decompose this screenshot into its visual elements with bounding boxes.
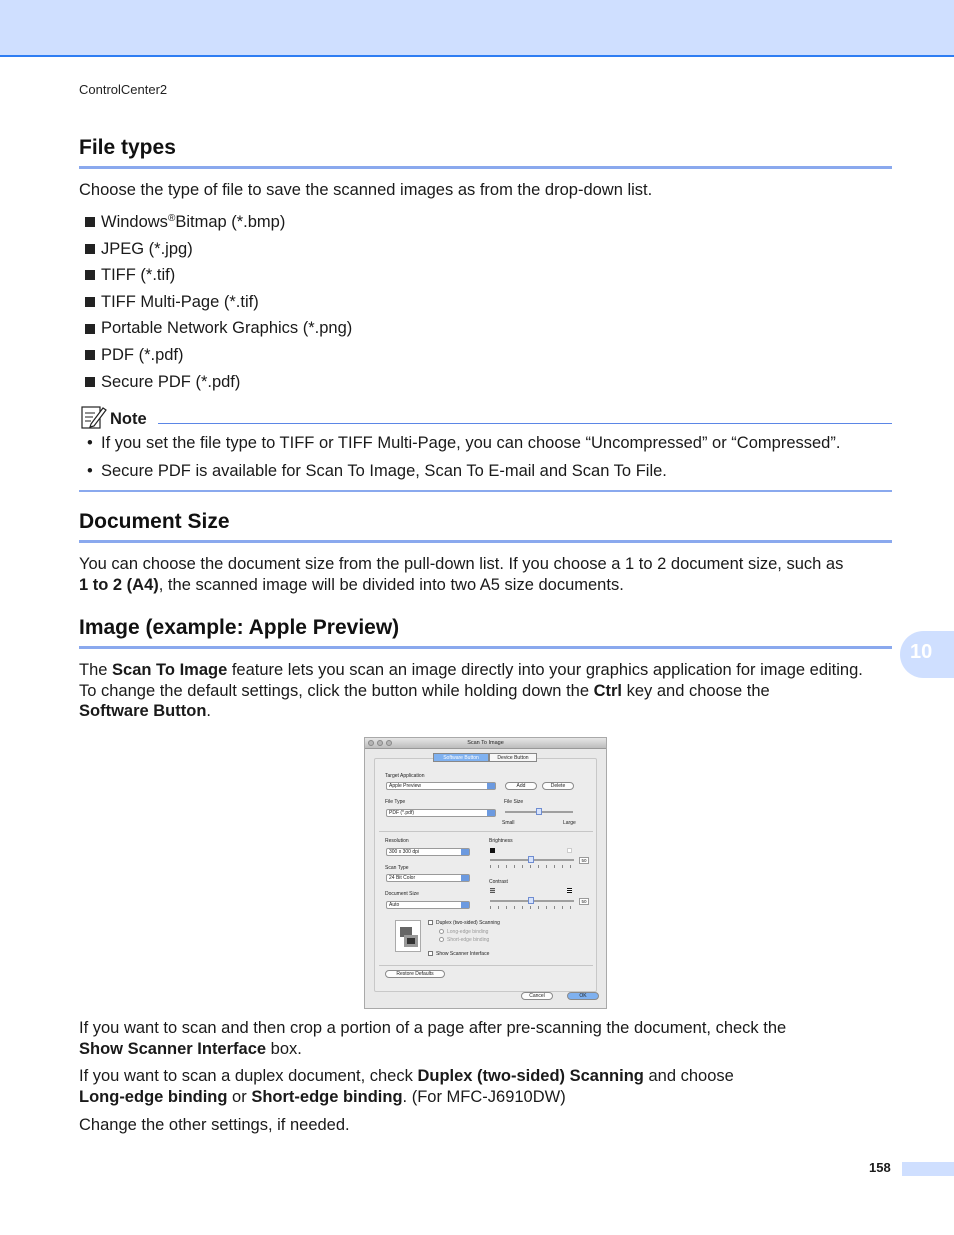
list-item: Secure PDF (*.pdf) <box>85 369 352 396</box>
note-item: • Secure PDF is available for Scan To Image, Scan To E-mail and Scan To File. <box>87 462 667 480</box>
list-item: TIFF (*.tif) <box>85 262 352 289</box>
image-paragraph: The Scan To Image feature lets you scan an image directly into your graphics application for image editing. To change the default settings, click the button while holding down the Ctrl key and choose the Software Button. <box>79 661 863 720</box>
bullet-square-icon <box>85 217 95 227</box>
list-item: PDF (*.pdf) <box>85 342 352 369</box>
document-preview-icon <box>395 920 421 952</box>
footer-band <box>902 1162 954 1176</box>
page-number: 158 <box>869 1160 891 1175</box>
brightness-value[interactable]: 50 <box>579 857 589 864</box>
popup-arrows-icon <box>487 783 495 789</box>
contrast-label: Contrast <box>489 879 508 885</box>
note-pencil-icon <box>81 404 107 430</box>
bullet-square-icon <box>85 350 95 360</box>
file-type-select[interactable]: PDF (*.pdf) <box>386 809 496 817</box>
resolution-select[interactable]: 300 x 300 dpi <box>386 848 470 856</box>
image-heading: Image (example: Apple Preview) <box>79 616 400 639</box>
light-square-icon <box>567 848 572 853</box>
slider-ticks <box>490 865 574 868</box>
list-item: Windows ® Bitmap (*.bmp) <box>85 209 352 236</box>
resolution-label: Resolution <box>385 838 409 844</box>
duplex-checkbox[interactable] <box>428 920 433 925</box>
dark-square-icon <box>490 848 495 853</box>
contrast-value[interactable]: 50 <box>579 898 589 905</box>
note-item: • If you set the file type to TIFF or TIFF Multi-Page, you can choose “Uncompressed” or “Compressed”. <box>87 434 841 452</box>
file-size-slider-knob[interactable] <box>536 808 542 815</box>
show-scanner-interface-label: Show Scanner Interface <box>436 951 490 957</box>
popup-arrows-icon <box>461 902 469 908</box>
file-size-small-label: Small <box>502 820 515 826</box>
heading-rule <box>79 646 892 649</box>
contrast-slider-knob[interactable] <box>528 897 534 904</box>
list-item: JPEG (*.jpg) <box>85 236 352 263</box>
restore-defaults-button[interactable]: Restore Defaults <box>385 970 445 978</box>
popup-arrows-icon <box>461 875 469 881</box>
short-edge-radio[interactable] <box>439 937 444 942</box>
add-button[interactable]: Add <box>505 782 537 790</box>
tab-device-button[interactable]: Device Button <box>489 753 537 762</box>
file-types-list <box>85 209 352 395</box>
duplex-label: Duplex (two-sided) Scanning <box>436 920 500 926</box>
target-application-label: Target Application <box>385 773 425 779</box>
file-type-label: File Type <box>385 799 406 805</box>
file-size-label: File Size <box>504 799 524 805</box>
low-contrast-icon <box>490 888 495 893</box>
target-application-select[interactable]: Apple Preview <box>386 782 496 790</box>
delete-button[interactable]: Delete <box>542 782 574 790</box>
duplex-paragraph: If you want to scan a duplex document, check Duplex (two-sided) Scanning and choose Long-edge binding or Short-edge binding. (For MFC-J6910DW) <box>79 1067 734 1106</box>
bullet-square-icon <box>85 377 95 387</box>
note-label: Note <box>110 410 147 428</box>
show-scanner-interface-checkbox[interactable] <box>428 951 433 956</box>
other-settings-paragraph: Change the other settings, if needed. <box>79 1116 350 1134</box>
document-size-select[interactable]: Auto <box>386 901 470 909</box>
file-types-heading: File types <box>79 136 176 159</box>
separator <box>379 831 593 832</box>
bullet-square-icon <box>85 244 95 254</box>
brightness-slider-knob[interactable] <box>528 856 534 863</box>
dialog-title: Scan To Image <box>467 740 504 746</box>
long-edge-label: Long-edge binding <box>447 929 489 935</box>
scan-type-select[interactable]: 24 Bit Color <box>386 874 470 882</box>
tab-software-button[interactable]: Software Button <box>433 753 489 762</box>
heading-rule <box>79 540 892 543</box>
ok-button[interactable]: OK <box>567 992 599 1000</box>
short-edge-label: Short-edge binding <box>447 937 490 943</box>
show-scanner-paragraph: If you want to scan and then crop a portion of a page after pre-scanning the document, check the Show Scanner Interface box. <box>79 1019 787 1058</box>
file-size-large-label: Large <box>563 820 576 826</box>
heading-rule <box>79 166 892 169</box>
note-rule <box>158 423 892 424</box>
bullet-square-icon <box>85 324 95 334</box>
scan-type-label: Scan Type <box>385 865 409 871</box>
header-band <box>0 0 954 57</box>
bullet-square-icon <box>85 297 95 307</box>
note-rule <box>79 490 892 492</box>
list-item: Portable Network Graphics (*.png) <box>85 315 352 342</box>
file-types-intro: Choose the type of file to save the scanned images as from the drop-down list. <box>79 181 653 199</box>
document-size-paragraph: You can choose the document size from the pull-down list. If you choose a 1 to 2 document size, such as 1 to 2 (A4), the scanned image will be divided into two A5 size documents. <box>79 555 844 594</box>
popup-arrows-icon <box>461 849 469 855</box>
slider-ticks <box>490 906 574 909</box>
list-item: TIFF Multi-Page (*.tif) <box>85 289 352 316</box>
bullet-square-icon <box>85 270 95 280</box>
long-edge-radio[interactable] <box>439 929 444 934</box>
separator <box>379 965 593 966</box>
cancel-button[interactable]: Cancel <box>521 992 553 1000</box>
chapter-number: 10 <box>910 641 933 663</box>
document-size-label: Document Size <box>385 891 419 897</box>
dialog-titlebar <box>365 738 606 749</box>
popup-arrows-icon <box>487 810 495 816</box>
high-contrast-icon <box>567 888 572 893</box>
running-head: ControlCenter2 <box>79 82 168 97</box>
scan-to-image-dialog <box>364 737 607 1009</box>
document-size-heading: Document Size <box>79 510 230 533</box>
brightness-label: Brightness <box>489 838 513 844</box>
